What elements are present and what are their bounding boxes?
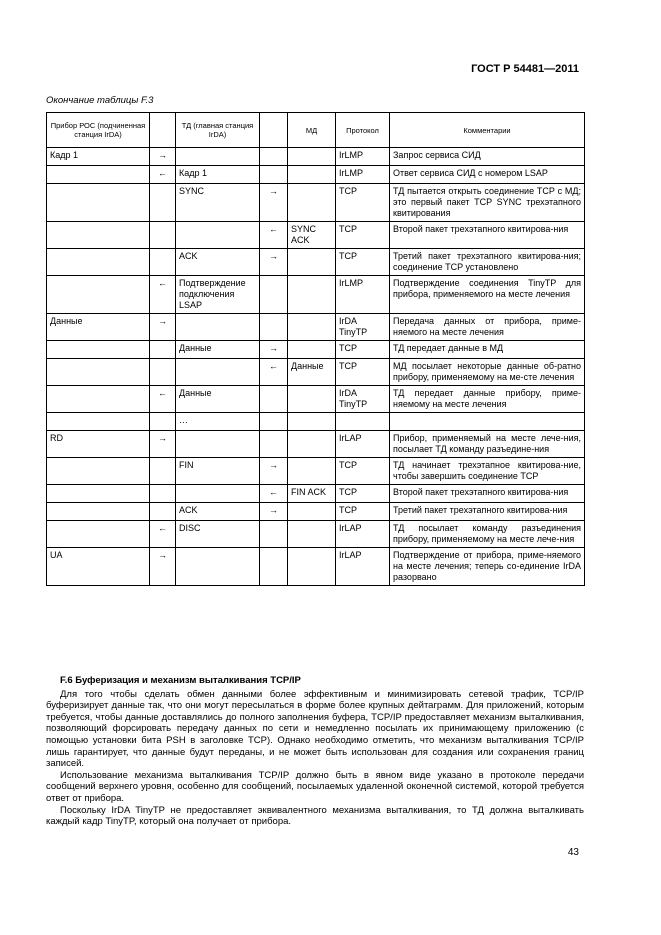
cell-arrow-td: → — [260, 249, 288, 276]
col-header-arrow-1 — [150, 113, 176, 148]
table-row — [47, 166, 585, 184]
cell-device — [47, 503, 150, 521]
cell-arrow-td — [260, 276, 288, 314]
cell-arrow-td: ← — [260, 485, 288, 503]
cell-device — [47, 413, 150, 431]
cell-arrow-device — [150, 184, 176, 222]
cell-arrow-device — [150, 485, 176, 503]
cell-md — [288, 503, 336, 521]
cell-protocol: TCP — [336, 485, 390, 503]
cell-comment: Третий пакет трехэтапного квитирова-ния — [390, 503, 585, 521]
cell-md — [288, 413, 336, 431]
cell-md — [288, 184, 336, 222]
cell-arrow-td — [260, 431, 288, 458]
cell-arrow-device: ← — [150, 276, 176, 314]
cell-protocol: TCP — [336, 222, 390, 249]
cell-td: Данные — [176, 386, 260, 413]
table-row — [47, 314, 585, 341]
cell-comment: Передача данных от прибора, приме-няемого на месте лечения — [390, 314, 585, 341]
cell-device: UA — [47, 548, 150, 586]
cell-device: RD — [47, 431, 150, 458]
cell-arrow-device: → — [150, 431, 176, 458]
cell-comment: Второй пакет трехэтапного квитирова-ния — [390, 222, 585, 249]
table-row — [47, 431, 585, 458]
col-header-td: ТД (главная станция IrDA) — [176, 113, 260, 148]
cell-arrow-td: ← — [260, 222, 288, 249]
cell-arrow-device: ← — [150, 521, 176, 548]
table-row — [47, 503, 585, 521]
cell-arrow-td — [260, 413, 288, 431]
cell-comment: Подтверждение от прибора, приме-няемого на месте лечения; теперь со-единение IrDA разорвано — [390, 548, 585, 586]
cell-comment — [390, 413, 585, 431]
table-row — [47, 184, 585, 222]
cell-arrow-td — [260, 314, 288, 341]
cell-arrow-device: → — [150, 314, 176, 341]
cell-arrow-td: ← — [260, 359, 288, 386]
cell-md — [288, 458, 336, 485]
cell-device: Кадр 1 — [47, 148, 150, 166]
table-row — [47, 521, 585, 548]
paragraph: Для того чтобы сделать обмен данными более эффективным и минимизировать сетевой трафик, TCP/IP буферизирует данные так, что они могут пересылаться в форме более крупных дейтаграмм. Для приложений, которым требуется, чтобы данные доставлялись до полного заполнения буфера, TCP/IP предоставляет механизм выталкивания, позволяющий форсировать передачу данных по сети и немедленно посылать их принимающему приложению (с помощью установки бита PSH в заголовке TCP). Однако необходимо отметить, что механизм выталкивания TCP/IP лишь гарантирует, что данные будут переданы, и не может быть использован для создания или сохранения границ записей. — [46, 688, 584, 770]
col-header-protocol: Протокол — [336, 113, 390, 148]
cell-comment: Ответ сервиса СИД с номером LSAP — [390, 166, 585, 184]
cell-device — [47, 276, 150, 314]
cell-comment: Прибор, применяемый на месте лече-ния, посылает ТД команду разъедине-ния — [390, 431, 585, 458]
table-row — [47, 386, 585, 413]
cell-comment: Третий пакет трехэтапного квитирова-ния; соединение TCP установлено — [390, 249, 585, 276]
paragraph: Поскольку IrDA TinyTP не предоставляет эквивалентного механизма выталкивания, то ТД должна выталкивать каждый кадр TinyTP, который она получает от прибора. — [46, 804, 584, 828]
cell-device: Данные — [47, 314, 150, 341]
cell-protocol: IrLMP — [336, 166, 390, 184]
col-header-comments: Комментарии — [390, 113, 585, 148]
cell-protocol: TCP — [336, 458, 390, 485]
cell-td: … — [176, 413, 260, 431]
table-row — [47, 341, 585, 359]
table-row — [47, 485, 585, 503]
section-f6 — [46, 675, 584, 828]
cell-arrow-td — [260, 148, 288, 166]
cell-comment: МД посылает некоторые данные об-ратно прибору, применяемому на ме-сте лечения — [390, 359, 585, 386]
table-row — [47, 222, 585, 249]
table-row — [47, 413, 585, 431]
col-header-arrow-2 — [260, 113, 288, 148]
cell-md — [288, 166, 336, 184]
cell-arrow-device — [150, 503, 176, 521]
cell-device — [47, 521, 150, 548]
cell-arrow-td — [260, 166, 288, 184]
cell-arrow-device — [150, 249, 176, 276]
cell-device — [47, 249, 150, 276]
cell-protocol: IrDA TinyTP — [336, 314, 390, 341]
cell-md — [288, 276, 336, 314]
cell-arrow-td: → — [260, 341, 288, 359]
cell-comment: ТД передает данные в МД — [390, 341, 585, 359]
cell-md — [288, 548, 336, 586]
cell-device — [47, 485, 150, 503]
page-number: 43 — [567, 847, 579, 858]
cell-td — [176, 148, 260, 166]
cell-arrow-device — [150, 458, 176, 485]
cell-protocol: IrLAP — [336, 521, 390, 548]
cell-protocol: TCP — [336, 341, 390, 359]
cell-comment: ТД посылает команду разъединения прибору, применяемому на месте лече-ния — [390, 521, 585, 548]
cell-td — [176, 548, 260, 586]
cell-td — [176, 485, 260, 503]
cell-protocol — [336, 413, 390, 431]
cell-comment: ТД пытается открыть соединение TCP с МД; это первый пакет TCP SYNC трехэтапного квитирования — [390, 184, 585, 222]
cell-arrow-td — [260, 521, 288, 548]
protocol-table — [46, 112, 585, 586]
section-title: F.6 Буферизация и механизм выталкивания TCP/IP — [60, 675, 301, 686]
table-row — [47, 148, 585, 166]
cell-device — [47, 222, 150, 249]
cell-arrow-td: → — [260, 503, 288, 521]
cell-arrow-td: → — [260, 184, 288, 222]
cell-td — [176, 314, 260, 341]
cell-td: DISC — [176, 521, 260, 548]
cell-device — [47, 458, 150, 485]
cell-arrow-device: → — [150, 548, 176, 586]
cell-protocol: TCP — [336, 249, 390, 276]
cell-protocol: IrDA TinyTP — [336, 386, 390, 413]
cell-comment: ТД начинает трехэтапное квитирова-ние, чтобы завершить соединение TCP — [390, 458, 585, 485]
cell-td — [176, 222, 260, 249]
cell-comment: Запрос сервиса СИД — [390, 148, 585, 166]
table-row — [47, 249, 585, 276]
cell-device — [47, 386, 150, 413]
cell-md — [288, 431, 336, 458]
cell-device — [47, 341, 150, 359]
cell-arrow-td: → — [260, 458, 288, 485]
col-header-device: Прибор РОС (подчиненная станция IrDA) — [47, 113, 150, 148]
cell-device — [47, 166, 150, 184]
cell-md — [288, 341, 336, 359]
cell-md — [288, 386, 336, 413]
paragraph: Использование механизма выталкивания TCP/IP должно быть в явном виде указано в протоколе передачи сообщений верхнего уровня, особенно для сообщений, посылаемых удаленной оконечной системой, которой требуется ответ от прибора. — [46, 769, 584, 804]
table-caption: Окончание таблицы F.3 — [46, 95, 154, 106]
cell-protocol: IrLAP — [336, 548, 390, 586]
cell-td — [176, 431, 260, 458]
cell-arrow-device: ← — [150, 386, 176, 413]
cell-arrow-td — [260, 386, 288, 413]
cell-protocol: TCP — [336, 359, 390, 386]
cell-protocol: TCP — [336, 503, 390, 521]
cell-comment: ТД передает данные прибору, приме-няемому на месте лечения — [390, 386, 585, 413]
cell-comment: Второй пакет трехэтапного квитирова-ния — [390, 485, 585, 503]
cell-comment: Подтверждение соединения TinyTP для прибора, применяемого на месте лечения — [390, 276, 585, 314]
cell-md: SYNC ACK — [288, 222, 336, 249]
cell-md: FIN ACK — [288, 485, 336, 503]
cell-protocol: IrLMP — [336, 276, 390, 314]
cell-protocol: IrLMP — [336, 148, 390, 166]
cell-device — [47, 184, 150, 222]
cell-td: Подтверждение подключения LSAP — [176, 276, 260, 314]
table-header-row — [47, 113, 585, 148]
cell-protocol: IrLAP — [336, 431, 390, 458]
cell-arrow-device — [150, 413, 176, 431]
table-row — [47, 359, 585, 386]
cell-td: FIN — [176, 458, 260, 485]
cell-arrow-device: → — [150, 148, 176, 166]
cell-md: Данные — [288, 359, 336, 386]
cell-md — [288, 148, 336, 166]
standard-designation: ГОСТ Р 54481—2011 — [471, 63, 579, 75]
cell-arrow-device — [150, 341, 176, 359]
cell-arrow-device — [150, 222, 176, 249]
cell-arrow-device — [150, 359, 176, 386]
table-row — [47, 548, 585, 586]
cell-td: ACK — [176, 503, 260, 521]
table-row — [47, 458, 585, 485]
cell-protocol: TCP — [336, 184, 390, 222]
cell-td: Данные — [176, 341, 260, 359]
cell-md — [288, 314, 336, 341]
cell-td: Кадр 1 — [176, 166, 260, 184]
cell-md — [288, 521, 336, 548]
cell-td — [176, 359, 260, 386]
col-header-md: МД — [288, 113, 336, 148]
cell-arrow-device: ← — [150, 166, 176, 184]
cell-device — [47, 359, 150, 386]
cell-td: ACK — [176, 249, 260, 276]
cell-td: SYNC — [176, 184, 260, 222]
cell-md — [288, 249, 336, 276]
table-row — [47, 276, 585, 314]
cell-arrow-td — [260, 548, 288, 586]
